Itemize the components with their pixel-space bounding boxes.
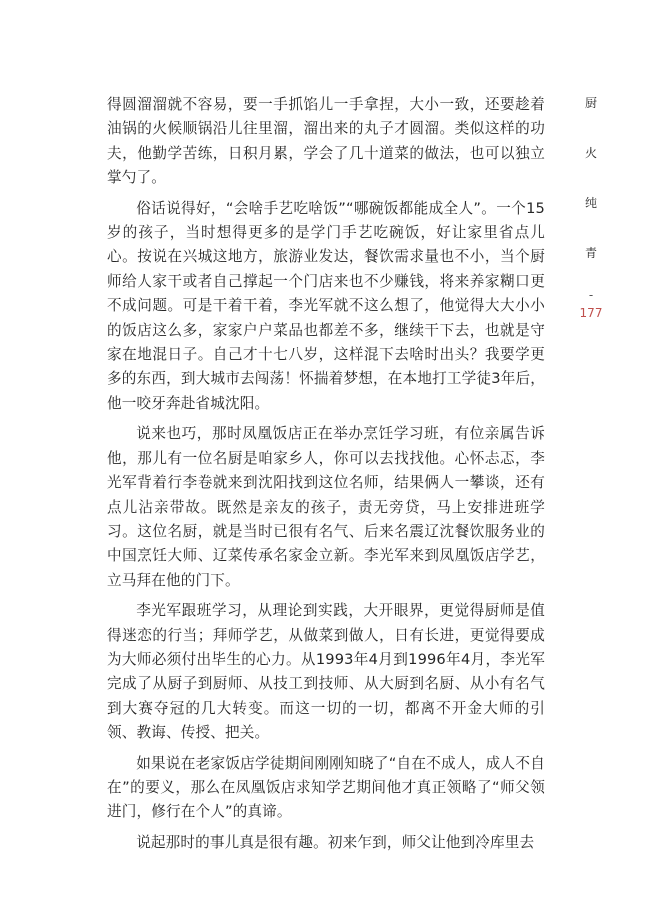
running-head-char: 青 <box>584 246 597 260</box>
running-head-char: 纯 <box>584 196 597 210</box>
running-head <box>579 96 603 320</box>
running-head-char: 火 <box>584 146 597 160</box>
running-head-separator: - <box>588 288 594 302</box>
paragraph: 得圆溜溜就不容易，要一手抓馅儿一手拿捏，大小一致，还要趁着油锅的火候顺锅沿儿往里溜，溜出来的丸子才圆溜。类似这样的功夫，他勤学苦练，日积月累，学会了几十道菜的做法，也可以独立掌勺了。 <box>107 96 545 187</box>
paragraph: 如果说在老家饭店学徒期间刚刚知晓了“自在不成人，成人不自在”的要义，那么在凤凰饭店求知学艺期间他才真正领略了“师父领进门，修行在个人”的真谛。 <box>107 754 545 821</box>
page-number: 177 <box>579 306 603 320</box>
paragraph: 说来也巧，那时凤凰饭店正在举办烹饪学习班，有位亲属告诉他，那儿有一位名厨是咱家乡人，你可以去找找他。心怀忐忑，李光军背着行李卷就来到沈阳找到这位名师，结果俩人一攀谈，还有点儿沾亲带故。既然是亲友的孩子，责无旁贷，马上安排进班学习。这位名厨，就是当时已很有名气、后来名震辽沈餐饮服务业的中国烹饪大师、辽菜传承名家金立新。李光军来到凤凰饭店学艺，立马拜在他的门下。 <box>107 425 545 589</box>
paragraph: 俗话说得好，“会啥手艺吃啥饭”“哪碗饭都能成全人”。一个15岁的孩子，当时想得更多的是学门手艺吃碗饭，好让家里省点儿心。按说在兴城这地方，旅游业发达，餐饮需求量也不小，当个厨师给人家干或者自己撑起一个门店来也不少赚钱，将来养家糊口更不成问题。可是干着干着，李光军就不这么想了，他觉得大大小小的饭店这么多，家家户户菜品也都差不多，继续干下去，也就是守家在地混日子。自己才十七八岁，这样混下去啥时出头？我要学更多的东西，到大城市去闯荡！怀揣着梦想，在本地打工学徒3年后，他一咬牙奔赴省城沈阳。 <box>107 199 545 412</box>
paragraph: 说起那时的事儿真是很有趣。初来乍到，师父让他到冷库里去 <box>136 833 535 851</box>
running-head-char: 厨 <box>584 96 597 110</box>
body-text <box>107 93 545 861</box>
paragraph: 李光军跟班学习，从理论到实践，大开眼界，更觉得厨师是值得迷恋的行当；拜师学艺，从做菜到做人，日有长进，更觉得要成为大师必须付出毕生的心力。从1993年4月到1996年4月，李光军完成了从厨子到厨师、从技工到技师、从大厨到名厨、从小有名气到大赛夺冠的几大转变。而这一切的一切，都离不开金大师的引领、教诲、传授、把关。 <box>107 602 545 742</box>
